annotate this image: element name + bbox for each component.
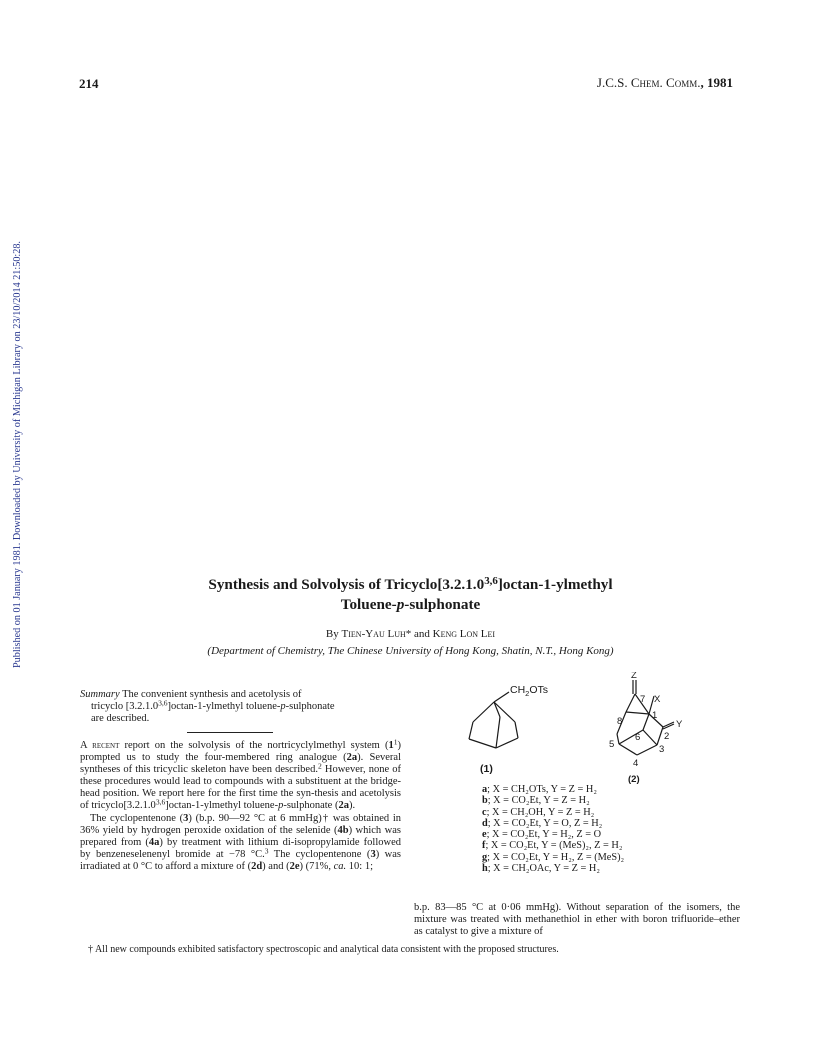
text: However, none of these procedures would lead to compounds with a substituent at the bridge-head position. We report here for the first time the syn-thesis and acetolysis of tricyclo[3.2.1.0: [80, 764, 401, 812]
compound-label-2: (2): [628, 774, 640, 784]
compound-row: a; X = CH₂OTs, Y = Z = H₂: [482, 784, 597, 795]
text: ) which was prepared from (: [80, 824, 401, 848]
substituent-subscript: 2: [525, 689, 530, 698]
summary-line: are described.: [91, 713, 150, 725]
compound-list: [482, 784, 624, 874]
text: ) (b.p. 90—92 °C at 6 mmHg)† was obtained in 36% yield by hydrogen peroxide oxidation of the selenide (: [80, 812, 401, 836]
compound-definition: X = CO₂Et, Y = O, Z = H₂: [493, 817, 603, 829]
compound-row: f; X = CO₂Et, Y = (MeS)₂, Z = H₂: [482, 840, 623, 852]
compound-definition: X = CO₂Et, Y = (MeS)₂, Z = H₂: [490, 840, 623, 852]
paragraph: b.p. 83—85 °C at 0·06 mmHg). Without separation of the isomers, the mixture was treated with methanethiol in ether with boron trifluoride–ether as catalyst to give a mixture of: [414, 902, 740, 938]
compound-definition: X = CO₂Et, Y = H₂, Z = O: [492, 829, 602, 841]
title-part: Toluene-: [340, 596, 397, 613]
journal-name: Chem. Comm.: [630, 75, 701, 90]
author-separator: and: [411, 628, 433, 640]
text: -sulphonate (: [283, 800, 339, 812]
author-line: [80, 627, 741, 641]
text: ). Several syntheses of this tricyclic skeleton have been described.: [80, 752, 402, 776]
compound-ref: 2a: [338, 800, 349, 812]
footnote: † All new compounds exhibited satisfactory spectroscopic and analytical data consistent with the proposed structures.: [88, 944, 559, 955]
compound-key: a: [482, 784, 488, 795]
text: report on the solvolysis of the nortricyclylmethyl system (: [119, 740, 389, 751]
compound-key: e: [482, 829, 487, 841]
atom-label-x: X: [654, 694, 661, 705]
page-number: 214: [79, 76, 99, 91]
summary-text: p: [280, 701, 286, 713]
compound-ref: 3: [183, 812, 189, 824]
structure-2-bonds: [617, 680, 674, 755]
locant-6: 6: [635, 732, 641, 743]
compound-definition: X = CO₂Et, Y = Z = H₂: [493, 795, 590, 807]
summary-text: tricyclo [3.2.1.0: [91, 701, 159, 713]
locant-1: 1: [652, 710, 658, 721]
download-margin-note-text: Published on 01 January 1981. Downloaded by University of Michigan Library on 23/10/2014 21:50:28.: [12, 241, 23, 668]
compound-ref: 2d: [251, 860, 263, 872]
atom-label-y: Y: [676, 719, 683, 730]
compound-row: g; X = CO₂Et, Y = H₂, Z = (MeS)₂: [482, 851, 625, 863]
corresponding-mark: *: [405, 628, 412, 640]
compound-row: e; X = CO₂Et, Y = H₂, Z = O: [482, 829, 602, 841]
text: ).: [348, 800, 356, 812]
compound-row: b; X = CO₂Et, Y = Z = H₂: [482, 795, 590, 807]
summary-text: The convenient synthesis and acetolysis of: [119, 689, 302, 700]
text: ca.: [333, 860, 347, 872]
article-title: [80, 575, 741, 615]
compound-ref: 2e: [289, 860, 300, 872]
by-label: By: [325, 628, 342, 640]
summary: [80, 689, 401, 725]
text: The cyclopentenone (: [90, 812, 184, 824]
summary-line: [80, 698, 401, 713]
structure-1-bonds: [469, 692, 518, 748]
atom-label-z: Z: [631, 672, 637, 681]
summary-superscript: 3,6: [158, 698, 168, 708]
text: ]octan-1-ylmethyl toluene-: [165, 800, 279, 812]
locant-2: 2: [664, 731, 670, 742]
author-name: Keng Lon Lei: [432, 628, 496, 640]
compound-key: b: [482, 795, 488, 807]
structure-1-labels: [480, 684, 548, 775]
locant-5: 5: [609, 739, 615, 750]
substituent-label: CH: [510, 684, 526, 696]
compound-key: d: [482, 817, 488, 829]
title-part: p: [396, 596, 405, 613]
text: The cyclopentenone (: [268, 848, 371, 860]
locant-4: 4: [633, 758, 639, 769]
text: ) and (: [262, 860, 290, 872]
summary-line: [80, 689, 401, 701]
compound-ref: 2a: [346, 752, 358, 764]
compound-ref: 1: [388, 740, 394, 751]
compound-definition: X = CH₂OAc, Y = Z = H₂: [493, 863, 600, 875]
compound-definition: X = CH₂OTs, Y = Z = H₂: [492, 784, 597, 795]
text: ) was irradiated at 0 °C to afford a mixture of (: [80, 848, 401, 872]
locant-3: 3: [659, 744, 665, 755]
body-column-right: [414, 902, 740, 938]
compound-definition: X = CO₂Et, Y = H₂, Z = (MeS)₂: [492, 851, 625, 863]
reference-mark: 3: [264, 846, 269, 856]
affiliation: (Department of Chemistry, The Chinese University of Hong Kong, Shatin, N.T., Hong Kong): [207, 645, 614, 657]
summary-text: -sulphonate: [285, 701, 335, 713]
svg-text:CH2OTs: [510, 684, 548, 698]
title-part: Synthesis and Solvolysis of Tricyclo[3.2.1.0: [208, 576, 485, 593]
compound-key: f: [482, 840, 486, 852]
locant-7: 7: [640, 694, 646, 705]
compound-row: h; X = CH₂OAc, Y = Z = H₂: [482, 863, 600, 875]
summary-label: Summary: [80, 689, 120, 700]
compound-ref: 3: [370, 848, 376, 860]
text: p: [278, 800, 284, 812]
compound-row: d; X = CO₂Et, Y = O, Z = H₂: [482, 817, 603, 829]
journal-year: , 1981: [700, 75, 733, 90]
substituent-label: OTs: [529, 684, 549, 696]
body-column-left: [80, 737, 402, 873]
text: 10: 1;: [346, 860, 374, 872]
summary-text: ]octan-1-ylmethyl toluene-: [167, 701, 281, 713]
compound-row: c; X = CH₂OH, Y = Z = H₂: [482, 806, 595, 818]
journal-header: [597, 75, 733, 91]
author-name: Tien-Yau Luh: [341, 628, 406, 640]
compound-key: h: [482, 863, 488, 875]
title-part: ]octan-1-ylmethyl: [497, 576, 613, 593]
paragraph: [80, 813, 401, 873]
summary-divider: [187, 732, 273, 733]
compound-definition: X = CH₂OH, Y = Z = H₂: [492, 806, 595, 818]
download-margin-note: [12, 198, 26, 668]
lead-in: A recent: [80, 740, 120, 751]
text: ) (71%,: [299, 860, 334, 872]
compound-ref: 4b: [337, 824, 349, 836]
reference-mark: 1: [393, 737, 398, 747]
title-part: -sulphonate: [404, 596, 481, 613]
compound-key: g: [482, 851, 488, 863]
reference-mark: 2: [317, 761, 322, 771]
compound-ref: 4a: [148, 836, 160, 848]
text: ) prompted us to study the four-membered ring analogue (: [80, 740, 401, 764]
text: ) by treatment with lithium di-isopropylamide followed by benzeneselenenyl bromide at −78 °C.: [80, 836, 401, 860]
locant-8: 8: [617, 716, 623, 727]
compound-label-1: (1): [480, 763, 493, 775]
compound-key: c: [482, 806, 487, 818]
structure-figure: [414, 672, 744, 784]
journal-prefix: J.C.S.: [596, 75, 631, 90]
title-superscript: 3,6: [484, 575, 498, 588]
superscript: 3,6: [155, 798, 166, 808]
paragraph: [80, 737, 402, 813]
